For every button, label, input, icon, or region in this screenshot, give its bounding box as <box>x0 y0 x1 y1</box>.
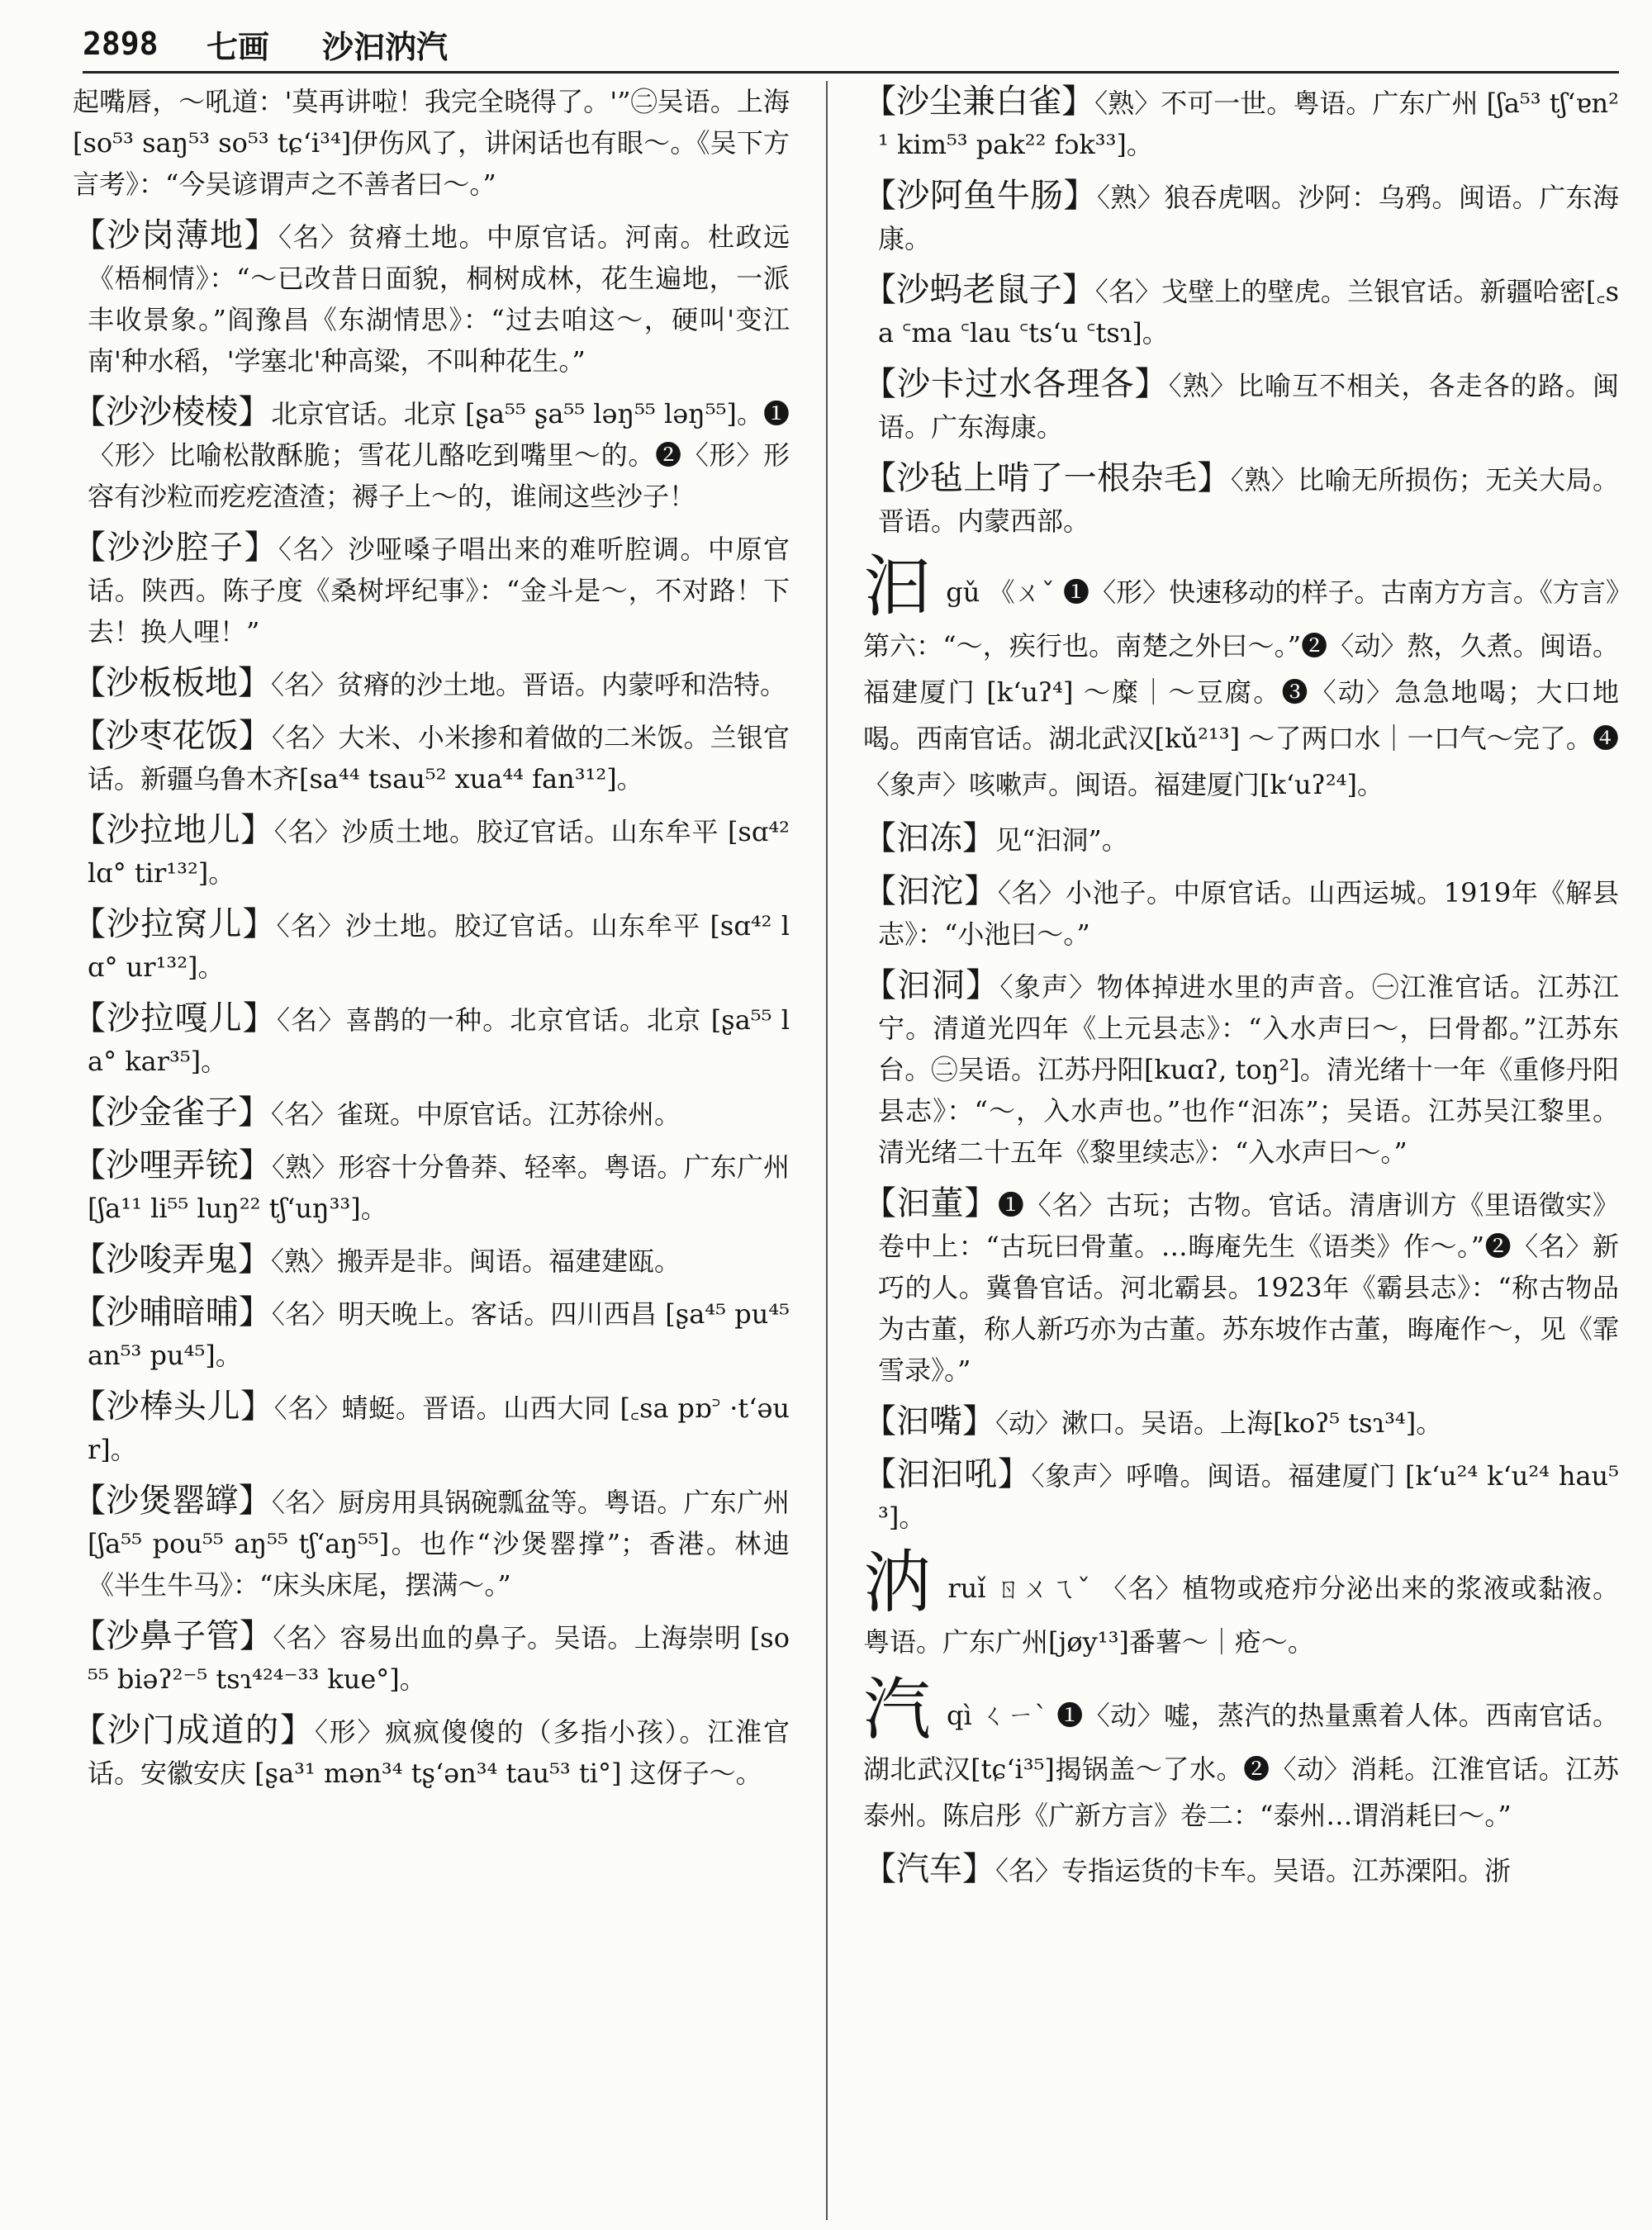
entry-shabang-touer <box>73 1386 790 1470</box>
char-body: ❶〈动〉嘘，蒸汽的热量熏着人体。西南官话。湖北武汉[tɕʻi³⁵]揭锅盖～了水。❷〈动〉消耗。江淮官话。江苏泰州。陈启彤《广新方言》卷二：“泰州…谓消耗曰～。” <box>863 1700 1619 1831</box>
entry-headword: 【沙枣花饭】 <box>73 717 272 755</box>
entry-body: 〈名〉贫瘠的沙土地。晋语。内蒙呼和浩特。 <box>271 669 787 700</box>
zhuyin: ㄖㄨㄟˇ <box>995 1573 1092 1604</box>
entry-headword: 【沙尘兼白雀】 <box>863 83 1095 121</box>
entry-body: 〈名〉戈壁上的壁虎。兰银官话。新疆哈密[꜀sa ꜂ma ꜂lau ꜂tsʻu ꜂tsɿ]。 <box>878 276 1619 349</box>
entry-headword: 【沙卡过水各理各】 <box>863 365 1169 403</box>
entry-body: 见“汩洞”。 <box>995 824 1128 856</box>
entry-headword: 【汽车】 <box>863 1850 995 1888</box>
entry-headword: 【沙岗薄地】 <box>73 216 278 254</box>
entry-guzui <box>863 1401 1619 1444</box>
entry-body: 〈名〉容易出血的鼻子。吴语。上海崇明 [so⁵⁵ biəʔ²⁻⁵ tsɿ⁴²⁴⁻³³ kue°]。 <box>88 1622 790 1695</box>
entry-shaka-guoshui <box>863 363 1619 448</box>
column-divider <box>826 81 828 2220</box>
entry-shasuo-nonggui <box>73 1239 790 1282</box>
entry-body: 〈熟〉不可一世。粤语。广东广州 [ʃa⁵³ tʃʻɐn²¹ kim⁵³ pak²² fɔk³³]。 <box>878 88 1619 160</box>
entry-shagang-bodi <box>73 215 790 382</box>
continuation-text: 起嘴唇，～吼道：'莫再讲啦！我完全晓得了。'”㊁吴语。上海[so⁵³ saŋ⁵³ so⁵³ tɕʻi³⁴]伊伤风了，讲闲话也有眼～。《吴下方言考》：“今吴谚谓声之不善者曰～。” <box>73 86 790 200</box>
pinyin: ruǐ <box>947 1573 986 1604</box>
entry-headword: 【沙唆弄鬼】 <box>73 1241 271 1279</box>
entry-body: 〈熟〉狼吞虎咽。沙阿：乌鸦。闽语。广东海康。 <box>878 182 1619 254</box>
entry-gudong-freeze <box>863 818 1619 861</box>
entry-shasha-qiangzi <box>73 527 790 652</box>
entry-gugu-hou <box>863 1454 1619 1538</box>
page-number: 2898 <box>83 26 159 62</box>
char-entry-qi <box>863 1671 1619 1839</box>
entry-body: 〈象声〉物体掉进水里的声音。㊀江淮官话。江苏江宁。清道光四年《上元县志》：“入水声曰～，曰骨都。”江苏东台。㊁吴语。江苏丹阳[kuɑʔ, toŋ²]。清光绪十一年《重修丹阳县志》：“～，入水声也。”也作“汩冻”；吴语。江苏吴江黎里。清光绪二十五年《黎里续志》：“入水声曰～。” <box>878 971 1619 1168</box>
entry-headword: 【沙沙腔子】 <box>73 529 278 567</box>
entry-headword: 【汩嘴】 <box>863 1402 995 1440</box>
entry-body: 〈名〉贫瘠土地。中原官话。河南。杜政远《梧桐情》：“～已改昔日面貌，桐树成林，花生遍地，一派丰收景象。”阎豫昌《东湖情思》：“过去咱这～，硬叫'变江南'种水稻，'学塞北'种高粱，不叫种花生。” <box>88 221 790 377</box>
page-header <box>83 18 1619 69</box>
entry-qiche <box>863 1848 1619 1891</box>
entry-headword: 【汩汩吼】 <box>863 1455 1032 1493</box>
entry-shali-nongchong <box>73 1145 790 1229</box>
entry-body: 〈熟〉搬弄是非。闽语。福建建瓯。 <box>271 1245 681 1277</box>
entry-body: 〈动〉漱口。吴语。上海[koʔ⁵ tsɿ³⁴]。 <box>995 1407 1443 1439</box>
entry-headword: 【沙哩弄铳】 <box>73 1146 272 1184</box>
entry-shaa-yuniuchang <box>863 175 1619 259</box>
entry-body: 〈象声〉呼噜。闽语。福建厦门 [kʻu²⁴ kʻu²⁴ hau⁵³]。 <box>878 1460 1619 1533</box>
head-character: 汩 <box>863 548 932 626</box>
entry-headword: 【沙金雀子】 <box>73 1094 271 1132</box>
entry-headword: 【沙拉窝儿】 <box>73 905 277 943</box>
char-entry-gu <box>863 548 1619 808</box>
entry-body: 〈名〉雀斑。中原官话。江苏徐州。 <box>271 1098 681 1130</box>
entry-body: 〈名〉蜻蜓。晋语。山西大同 [꜀sa pɒ꜄ ·tʻəur]。 <box>88 1393 790 1465</box>
entry-shazhan-shangken <box>863 458 1619 542</box>
entry-body: 〈名〉喜鹊的一种。北京官话。北京 [ʂa⁵⁵ la° kar³⁵]。 <box>88 1004 790 1077</box>
entry-shala-gaer <box>73 998 790 1082</box>
entry-body: 〈熟〉比喻互不相关，各走各的路。闽语。广东海康。 <box>878 370 1619 443</box>
char-body: ❶〈形〉快速移动的样子。古南方方言。《方言》第六：“～，疾行也。南楚之外曰～。”❷〈动〉熬，久煮。闽语。福建厦门 [kʻuʔ⁴] ～糜｜～豆腐。❸〈动〉急急地喝；大口地喝。西南官话。湖北武汉[kǔ²¹³] ～了两口水｜一口气～完了。❹〈象声〉咳嗽声。闽语。福建厦门[kʻuʔ²⁴]。 <box>863 576 1619 800</box>
header-rule <box>83 71 1619 74</box>
entry-shazao-huafan <box>73 715 790 799</box>
entry-headword: 【沙阿鱼牛肠】 <box>863 177 1097 215</box>
entry-body: 北京官话。北京 [ʂa⁵⁵ ʂa⁵⁵ ləŋ⁵⁵ ləŋ⁵⁵]。❶〈形〉比喻松散酥脆；雪花儿酪吃到嘴里～的。❷〈形〉形容有沙粒而疙疙渣渣；褥子上～的，谁闹这些沙子！ <box>88 398 790 512</box>
entry-body: 〈名〉小池子。中原官话。山西运城。1919年《解县志》：“小池曰～。” <box>878 877 1619 950</box>
pinyin: gǔ <box>946 576 980 608</box>
entry-headword: 【沙拉地儿】 <box>73 811 274 849</box>
entry-headword: 【沙毡上啃了一根杂毛】 <box>863 459 1231 497</box>
head-character: 汽 <box>863 1671 932 1749</box>
entry-body: 〈名〉沙质土地。胶辽官话。山东牟平 [sɑ⁴² lɑ° tir¹³²]。 <box>88 816 790 889</box>
entry-headword: 【沙沙棱棱】 <box>73 393 272 431</box>
entry-headword: 【汩董】 <box>863 1184 998 1222</box>
entry-shala-woer <box>73 904 790 988</box>
entry-body: 〈名〉大米、小米掺和着做的二米饭。兰银官话。新疆乌鲁木齐[sa⁴⁴ tsau⁵² xua⁴⁴ fan³¹²]。 <box>88 722 790 795</box>
entry-gudong-cave <box>863 965 1619 1173</box>
left-column <box>73 81 790 2220</box>
entry-shachen-jianbaique <box>863 81 1619 165</box>
entry-shama-laoshuzi <box>863 269 1619 353</box>
entry-body: 〈名〉专指运货的卡车。吴语。江苏溧阳。浙 <box>995 1855 1512 1886</box>
entry-body: 〈形〉疯疯傻傻的（多指小孩）。江淮官话。安徽安庆 [ʂa³¹ mən³⁴ tʂʻən³⁴ tau⁵³ ti°] 这伢子～。 <box>88 1716 790 1789</box>
entry-body: 〈熟〉比喻无所损伤；无关大局。晋语。内蒙西部。 <box>878 464 1619 537</box>
entry-shaban-bandi <box>73 662 790 705</box>
entry-headword: 【沙晡暗晡】 <box>73 1293 272 1331</box>
entry-shala-dier <box>73 809 790 894</box>
entry-headword: 【沙板板地】 <box>73 664 271 702</box>
zhuyin: 《ㄨˇ <box>988 576 1055 608</box>
header-characters: 沙汩汭汽 <box>322 27 449 65</box>
entry-headword: 【沙蚂老鼠子】 <box>863 271 1095 309</box>
pinyin: qì <box>947 1700 972 1731</box>
entry-body: 〈名〉沙土地。胶辽官话。山东牟平 [sɑ⁴² lɑ° ur¹³²]。 <box>88 910 790 983</box>
entry-headword: 【汩洞】 <box>863 966 1000 1004</box>
entry-headword: 【沙拉嘎儿】 <box>73 999 277 1037</box>
zhuyin: ㄑㄧˋ <box>980 1700 1048 1731</box>
head-character: 汭 <box>863 1544 933 1622</box>
entry-shajin-quezi <box>73 1092 790 1135</box>
entry-shabizi-guan <box>73 1616 790 1700</box>
entry-headword: 【汩冻】 <box>863 819 995 857</box>
entry-headword: 【沙鼻子管】 <box>73 1617 273 1655</box>
entry-headword: 【沙棒头儿】 <box>73 1388 274 1426</box>
entry-shamen-chengdaode <box>73 1710 790 1794</box>
section-label: 七画 <box>206 27 270 65</box>
char-body: 〈名〉植物或疮疖分泌出来的浆液或黏液。粤语。广东广州[jøy¹³]番薯～｜疮～。 <box>863 1573 1619 1658</box>
entry-body: 〈名〉沙哑嗓子唱出来的难听腔调。中原官话。陕西。陈子度《桑树坪纪事》：“金斗是～，不对路！下去！换人哩！” <box>88 534 790 648</box>
entry-gudong-antique <box>863 1183 1619 1391</box>
entry-headword: 【汩沱】 <box>863 872 998 910</box>
entry-shabao-yingcheng <box>73 1480 790 1606</box>
entry-gutuo <box>863 871 1619 955</box>
entry-body: 〈名〉明天晚上。客话。四川西昌 [ʂa⁴⁵ pu⁴⁵ an⁵³ pu⁴⁵]。 <box>88 1298 790 1371</box>
right-column <box>863 81 1619 2220</box>
entry-body: 〈名〉厨房用具锅碗瓢盆等。粤语。广东广州[ʃa⁵⁵ pou⁵⁵ aŋ⁵⁵ tʃʻaŋ⁵⁵]。也作“沙煲罂撑”；香港。林迪《半生牛马》：“床头床尾，摆满～。” <box>88 1487 790 1601</box>
entry-headword: 【沙煲罂罉】 <box>73 1482 272 1520</box>
char-entry-rui <box>863 1544 1619 1665</box>
entry-body: 〈熟〉形容十分鲁莽、轻率。粤语。广东广州[ʃa¹¹ li⁵⁵ luŋ²² tʃʻuŋ³³]。 <box>88 1151 790 1224</box>
entry-body: ❶〈名〉古玩；古物。官话。清唐训方《里语徵实》卷中上：“古玩曰骨董。…晦庵先生《语类》作～。”❷〈名〉新巧的人。冀鲁官话。河北霸县。1923年《霸县志》：“称古物品为古董，称人新巧亦为古董。苏东坡作古董，晦庵作～，见《霏雪录》。” <box>878 1189 1619 1386</box>
entry-shasha-lengleng <box>73 391 790 517</box>
entry-headword: 【沙门成道的】 <box>73 1711 315 1749</box>
entry-shabu-anbu <box>73 1292 790 1376</box>
